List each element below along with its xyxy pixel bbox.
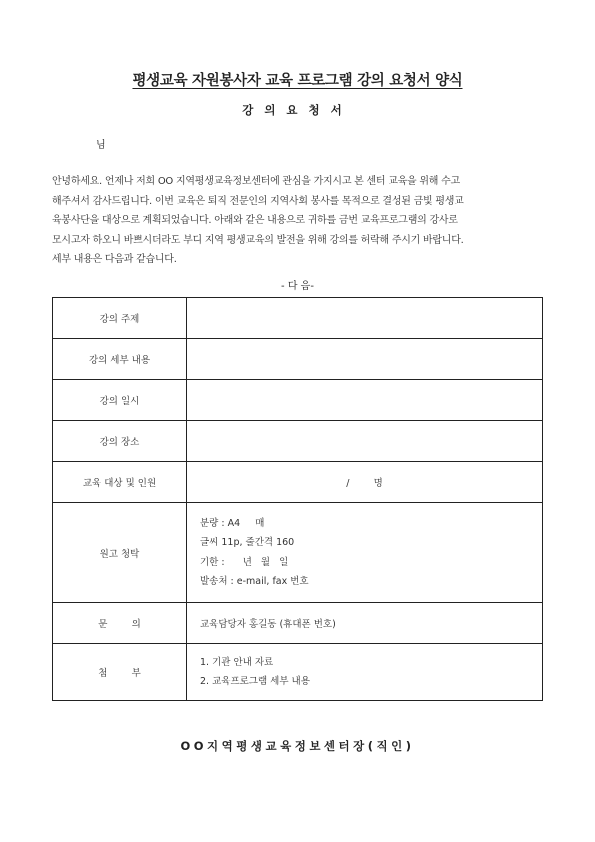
audience-value: / 명	[346, 478, 383, 489]
manuscript-line: 기한 : 년 월 일	[200, 556, 289, 568]
manuscript-line: 분량 : A4 매	[200, 517, 265, 529]
document-subtitle: 강의요청서	[242, 103, 353, 117]
form-row-location	[53, 421, 543, 462]
form-row-audience	[53, 462, 543, 503]
inquiry-label: 문 의	[53, 603, 187, 644]
attachment-label: 첨 부	[53, 644, 187, 701]
form-row-attachment	[53, 644, 543, 701]
letter-body	[52, 172, 545, 270]
topic-label: 강의 주제	[53, 298, 187, 339]
manuscript-field[interactable]	[187, 503, 543, 603]
lecture-request-form	[52, 297, 543, 701]
letter-body-line: 안녕하세요. 언제나 저희 OO 지역평생교육정보센터에 관심을 가지시고 본 센터 교육을 위해 수고	[52, 176, 460, 187]
letter-body-line: 해주셔서 감사드립니다. 이번 교육은 퇴직 전문인의 지역사회 봉사를 목적으로 결성된 금빛 평생교	[52, 195, 464, 207]
details-label: 강의 세부 내용	[53, 339, 187, 380]
form-row-datetime	[53, 380, 543, 421]
form-row-topic	[53, 298, 543, 339]
datetime-field[interactable]	[187, 380, 543, 421]
form-row-manuscript	[53, 503, 543, 603]
issuer-signature: OO지역평생교육정보센터장(직인)	[180, 739, 415, 753]
notice-heading: - 다 음-	[281, 281, 314, 292]
form-row-inquiry	[53, 603, 543, 644]
topic-field[interactable]	[187, 298, 543, 339]
location-label: 강의 장소	[53, 421, 187, 462]
letter-body-line: 모시고자 하오니 바쁘시더라도 부디 지역 평생교육의 발전을 위해 강의를 허락해 주시기 바랍니다.	[52, 234, 464, 246]
details-field[interactable]	[187, 339, 543, 380]
attachment-line: 1. 기관 안내 자료	[200, 656, 274, 668]
letter-body-line: 육봉사단을 대상으로 계획되었습니다. 아래와 같은 내용으로 귀하를 금번 교육프로그램의 강사로	[52, 215, 458, 226]
recipient-honorific: 님	[96, 140, 106, 151]
inquiry-field[interactable]: 교육담당자 홍길동 (휴대폰 번호)	[187, 603, 543, 644]
attachment-line: 2. 교육프로그램 세부 내용	[200, 676, 310, 687]
manuscript-line: 발송처 : e-mail, fax 번호	[200, 576, 309, 587]
document-title-text: 평생교육 자원봉사자 교육 프로그램 강의 요청서 양식	[132, 73, 463, 89]
audience-field[interactable]	[187, 462, 543, 503]
audience-label: 교육 대상 및 인원	[53, 462, 187, 503]
letter-body-line: 세부 내용은 다음과 같습니다.	[52, 254, 177, 265]
manuscript-line: 글씨 11p, 줄간격 160	[200, 537, 295, 548]
location-field[interactable]	[187, 421, 543, 462]
datetime-label: 강의 일시	[53, 380, 187, 421]
attachment-field[interactable]	[187, 644, 543, 701]
document-title	[0, 71, 595, 91]
form-row-details	[53, 339, 543, 380]
manuscript-label: 원고 청탁	[53, 503, 187, 603]
